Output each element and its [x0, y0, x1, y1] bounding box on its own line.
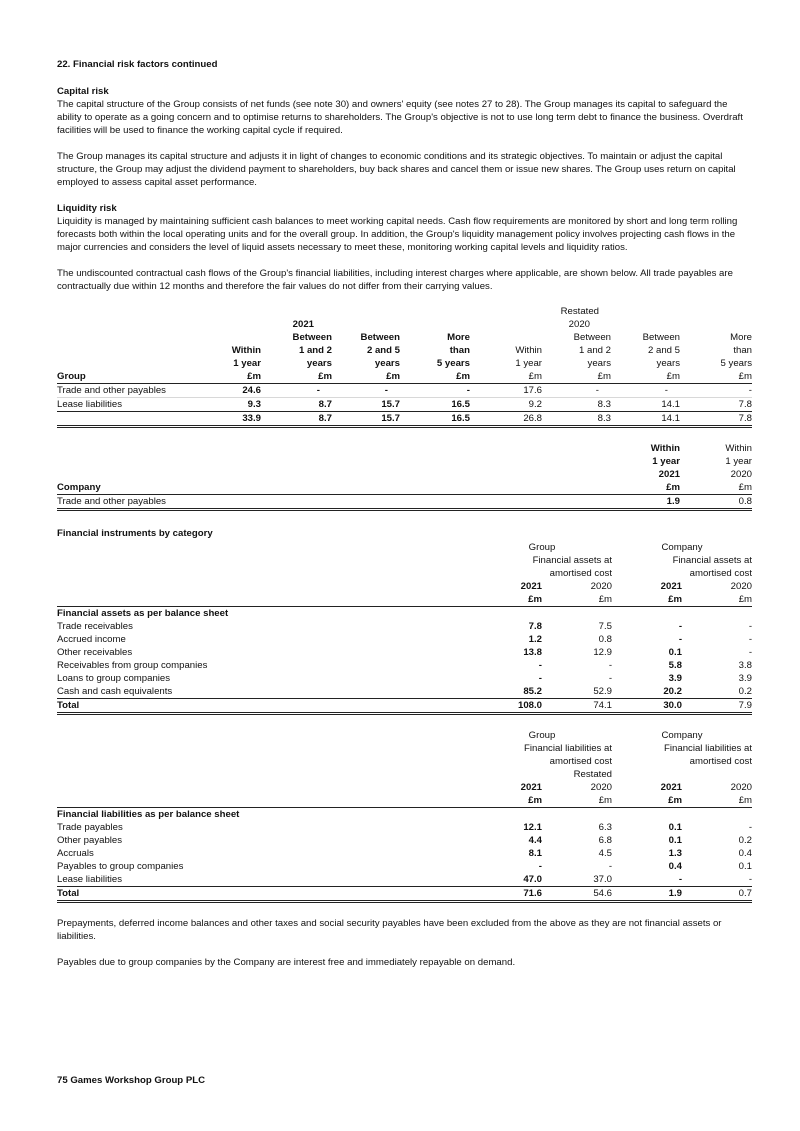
- amortised-header: amortised cost: [549, 756, 613, 767]
- liquidity-risk-para-2: The undiscounted contractual cash flows of the Group's financial liabilities, including interest charges where applicable, are shown below. All trade payables are contractually due within 12 months and therefore the fair values do not differ from their carrying values.: [57, 268, 733, 292]
- table-row: [57, 834, 752, 847]
- hdr-1and2: 1 and 2: [578, 345, 611, 356]
- row-label: Receivables from group companies: [57, 660, 208, 671]
- cell: 0.8: [598, 634, 613, 645]
- row-label: Other receivables: [57, 647, 133, 658]
- amortised-header: amortised cost: [689, 568, 753, 579]
- total-cell: 0.7: [682, 887, 752, 902]
- total-cell: 8.3: [542, 412, 611, 427]
- cell: 4.4: [528, 835, 542, 846]
- amortised-header: amortised cost: [689, 756, 753, 767]
- row-label: Trade receivables: [57, 621, 133, 632]
- cell: -: [748, 621, 753, 632]
- hdr-2021: 2021: [520, 581, 542, 592]
- cell: 0.1: [668, 822, 683, 833]
- cell: 3.8: [738, 660, 753, 671]
- hdr-2020: 2020: [590, 581, 613, 592]
- cell: 12.9: [593, 647, 613, 658]
- cell: 5.8: [668, 660, 683, 671]
- table-row: [57, 873, 752, 887]
- company-liquidity-table: [57, 442, 752, 511]
- year-2020-label: 2020: [568, 319, 590, 330]
- fl-header: Financial liabilities at: [524, 743, 613, 754]
- total-row: [57, 412, 752, 427]
- cell: 7.8: [528, 621, 542, 632]
- row-label: Trade and other payables: [57, 384, 187, 398]
- unit: £m: [542, 370, 611, 384]
- total-label: Total: [57, 699, 472, 714]
- hdr-1year: 1 year: [652, 456, 680, 467]
- cell: 85.2: [523, 686, 542, 697]
- hdr-2021: 2021: [660, 782, 683, 793]
- fa-header: Financial assets at: [532, 555, 613, 566]
- hdr-1year: 1 year: [233, 358, 261, 369]
- total-cell: 71.6: [472, 887, 542, 902]
- cell: 1.2: [528, 634, 542, 645]
- unit: £m: [608, 481, 680, 495]
- restated-label: Restated: [560, 306, 599, 317]
- hdr-2021: 2021: [658, 469, 680, 480]
- hdr-within: Within: [725, 443, 752, 454]
- hdr-1and2: 1 and 2: [298, 345, 332, 356]
- capital-risk-para-1: The capital structure of the Group consists of net funds (see note 30) and owners' equity (see notes 27 to 28). The Group manages its capital to safeguard the ability to operate as a going concern and to optimise returns to shareholders. The Group's objective is not to use long term debt to finance the business. Overdraft facilities will be used to finance the working capital cycle if required.: [57, 99, 743, 136]
- year-2021-label: 2021: [292, 319, 314, 330]
- cell: -: [611, 384, 680, 398]
- cell: 0.1: [738, 861, 753, 872]
- hdr-between: Between: [573, 332, 611, 343]
- total-cell: 1.9: [612, 887, 682, 902]
- cell: -: [608, 673, 613, 684]
- total-cell: 30.0: [612, 699, 682, 714]
- cell: -: [538, 660, 542, 671]
- unit: £m: [612, 593, 682, 607]
- total-cell: 108.0: [472, 699, 542, 714]
- cell: 6.3: [598, 822, 613, 833]
- hdr-within: Within: [231, 345, 261, 356]
- page-content: [57, 58, 752, 982]
- liquidity-table: [57, 305, 752, 428]
- unit: £m: [472, 593, 542, 607]
- hdr-than: than: [449, 345, 470, 356]
- cell: 6.8: [598, 835, 613, 846]
- table-row: [57, 847, 752, 860]
- unit: £m: [680, 481, 752, 495]
- cell: 0.2: [738, 835, 753, 846]
- cell: 0.1: [668, 835, 683, 846]
- cell: -: [678, 621, 683, 632]
- amortised-header: amortised cost: [549, 568, 613, 579]
- hdr-years: years: [374, 358, 400, 369]
- row-label: Loans to group companies: [57, 673, 171, 684]
- cell: 1.3: [668, 848, 683, 859]
- fa-header: Financial assets at: [672, 555, 753, 566]
- restated-label: Restated: [573, 769, 613, 780]
- total-cell: 16.5: [400, 412, 470, 427]
- cell: -: [678, 874, 683, 885]
- unit: £m: [261, 370, 332, 384]
- hdr-2020: 2020: [590, 782, 613, 793]
- note-payables: Payables due to group companies by the Company are interest free and immediately repayable on demand.: [57, 957, 516, 968]
- liquidity-risk-para-1: Liquidity is managed by maintaining sufficient cash balances to meet working capital needs. Cash flow requirements are monitored by short and long term rolling forecasts both within the local operating units and for the overall group. In addition, the Group's liquidity management policy involves projecting cash flows in the major currencies and considers the level of liquid assets necessary to meet these, monitoring working capital levels and liquidity ratios.: [57, 216, 738, 253]
- hdr-within: Within: [650, 443, 680, 454]
- cell: -: [748, 822, 753, 833]
- hdr-2020: 2020: [730, 581, 753, 592]
- hdr-1year: 1 year: [515, 358, 542, 369]
- group-header: Group: [528, 730, 556, 741]
- hdr-between: Between: [642, 332, 680, 343]
- hdr-5years: 5 years: [720, 358, 752, 369]
- total-row: [57, 699, 752, 714]
- total-cell: 74.1: [542, 699, 612, 714]
- total-cell: 26.8: [470, 412, 542, 427]
- table-row: [57, 672, 752, 685]
- unit: £m: [472, 794, 542, 808]
- hdr-years: years: [587, 358, 611, 369]
- unit: £m: [542, 593, 612, 607]
- cell: -: [542, 384, 611, 398]
- hdr-2021: 2021: [660, 581, 683, 592]
- cell: 3.9: [668, 673, 683, 684]
- hdr-1year: 1 year: [725, 456, 752, 467]
- cell: 4.5: [598, 848, 613, 859]
- unit: £m: [680, 370, 752, 384]
- capital-risk-title: Capital risk: [57, 86, 109, 97]
- table-row: [57, 620, 752, 633]
- table-row: [57, 633, 752, 646]
- cell: -: [680, 384, 752, 398]
- cell: 16.5: [451, 399, 470, 410]
- unit: £m: [611, 370, 680, 384]
- total-label: Total: [57, 887, 472, 902]
- cell: 7.5: [598, 621, 613, 632]
- table-row: [57, 821, 752, 834]
- total-row: [57, 887, 752, 902]
- cell: 47.0: [523, 874, 542, 885]
- cell: 24.6: [187, 384, 261, 398]
- cell: 15.7: [381, 399, 400, 410]
- table-row: [57, 495, 752, 510]
- unit: £m: [612, 794, 682, 808]
- company-header: Company: [661, 542, 703, 553]
- cell: -: [748, 874, 753, 885]
- cell: 0.1: [668, 647, 683, 658]
- hdr-more: More: [447, 332, 470, 343]
- cell: -: [748, 647, 753, 658]
- cell: -: [332, 384, 400, 398]
- liquidity-risk-title: Liquidity risk: [57, 203, 117, 214]
- table-row: [57, 685, 752, 699]
- table-row: [57, 659, 752, 672]
- unit: £m: [542, 794, 612, 808]
- table-row: [57, 860, 752, 873]
- cell: 0.8: [680, 495, 752, 510]
- cell: -: [261, 384, 332, 398]
- capital-risk-para-2: The Group manages its capital structure and adjusts it in light of changes to economic conditions and its strategic objectives. To maintain or adjust the capital structure, the Group may adjust the dividend payment to shareholders, buy back shares and cancel them or issue new shares. The Group uses return on capital employed to assess capital asset performance.: [57, 151, 736, 188]
- cell: 8.7: [318, 399, 332, 410]
- total-cell: 14.1: [611, 412, 680, 427]
- hdr-than: than: [733, 345, 752, 356]
- assets-table: [57, 541, 752, 715]
- fl-header: Financial liabilities at: [664, 743, 753, 754]
- assets-section-label: Financial assets as per balance sheet: [57, 608, 229, 619]
- table-row: [57, 398, 752, 412]
- row-label: Other payables: [57, 835, 123, 846]
- hdr-years: years: [306, 358, 332, 369]
- table-row: [57, 384, 752, 398]
- cell: 37.0: [593, 874, 613, 885]
- page-footer: 75 Games Workshop Group PLC: [57, 1075, 206, 1086]
- row-label: Accrued income: [57, 634, 126, 645]
- total-cell: 7.8: [680, 412, 752, 427]
- cell: 13.8: [523, 647, 542, 658]
- unit: £m: [470, 370, 542, 384]
- hdr-between: Between: [292, 332, 332, 343]
- row-label: Payables to group companies: [57, 861, 184, 872]
- company-label: Company: [57, 481, 608, 495]
- cell: -: [678, 634, 683, 645]
- cell: -: [608, 660, 613, 671]
- hdr-between: Between: [360, 332, 400, 343]
- unit: £m: [682, 593, 752, 607]
- total-cell: 54.6: [542, 887, 612, 902]
- hdr-2and5: 2 and 5: [366, 345, 400, 356]
- cell: -: [538, 673, 542, 684]
- cell: 0.4: [668, 861, 683, 872]
- row-label: Trade and other payables: [57, 495, 608, 510]
- hdr-2020: 2020: [730, 469, 752, 480]
- cell: 12.1: [523, 822, 542, 833]
- fin-instr-title: Financial instruments by category: [57, 528, 213, 539]
- table-row: [57, 646, 752, 659]
- hdr-within: Within: [515, 345, 542, 356]
- hdr-2020: 2020: [730, 782, 753, 793]
- row-label: Cash and cash equivalents: [57, 686, 173, 697]
- cell: -: [538, 861, 542, 872]
- company-header: Company: [661, 730, 703, 741]
- cell: 17.6: [470, 384, 542, 398]
- total-cell: 33.9: [187, 412, 261, 427]
- cell: 7.8: [738, 399, 752, 410]
- cell: 9.2: [528, 399, 542, 410]
- cell: 1.9: [608, 495, 680, 510]
- cell: -: [608, 861, 613, 872]
- cell: 8.1: [528, 848, 542, 859]
- note-excluded: Prepayments, deferred income balances and other taxes and social security payables have been excluded from the above as they are not financial assets or liabilities.: [57, 918, 722, 942]
- group-label: Group: [57, 370, 187, 384]
- total-cell: 7.9: [682, 699, 752, 714]
- hdr-2and5: 2 and 5: [647, 345, 680, 356]
- cell: -: [748, 634, 753, 645]
- cell: 9.3: [247, 399, 261, 410]
- group-header: Group: [528, 542, 556, 553]
- hdr-5years: 5 years: [436, 358, 470, 369]
- cell: 0.4: [738, 848, 753, 859]
- liabilities-table: [57, 729, 752, 903]
- unit: £m: [400, 370, 470, 384]
- cell: 20.2: [663, 686, 683, 697]
- cell: 3.9: [738, 673, 753, 684]
- unit: £m: [682, 794, 752, 808]
- cell: 8.3: [597, 399, 611, 410]
- section-heading: 22. Financial risk factors continued: [57, 59, 218, 70]
- total-cell: 8.7: [261, 412, 332, 427]
- hdr-years: years: [656, 358, 680, 369]
- row-label: Trade payables: [57, 822, 123, 833]
- liabilities-section-label: Financial liabilities as per balance sheet: [57, 809, 240, 820]
- cell: 14.1: [661, 399, 680, 410]
- row-label: Accruals: [57, 848, 94, 859]
- hdr-more: More: [730, 332, 752, 343]
- unit: £m: [332, 370, 400, 384]
- unit: £m: [187, 370, 261, 384]
- total-cell: 15.7: [332, 412, 400, 427]
- row-label: Lease liabilities: [57, 874, 123, 885]
- hdr-2021: 2021: [520, 782, 542, 793]
- cell: -: [400, 384, 470, 398]
- row-label: Lease liabilities: [57, 399, 123, 410]
- cell: 0.2: [738, 686, 753, 697]
- cell: 52.9: [593, 686, 613, 697]
